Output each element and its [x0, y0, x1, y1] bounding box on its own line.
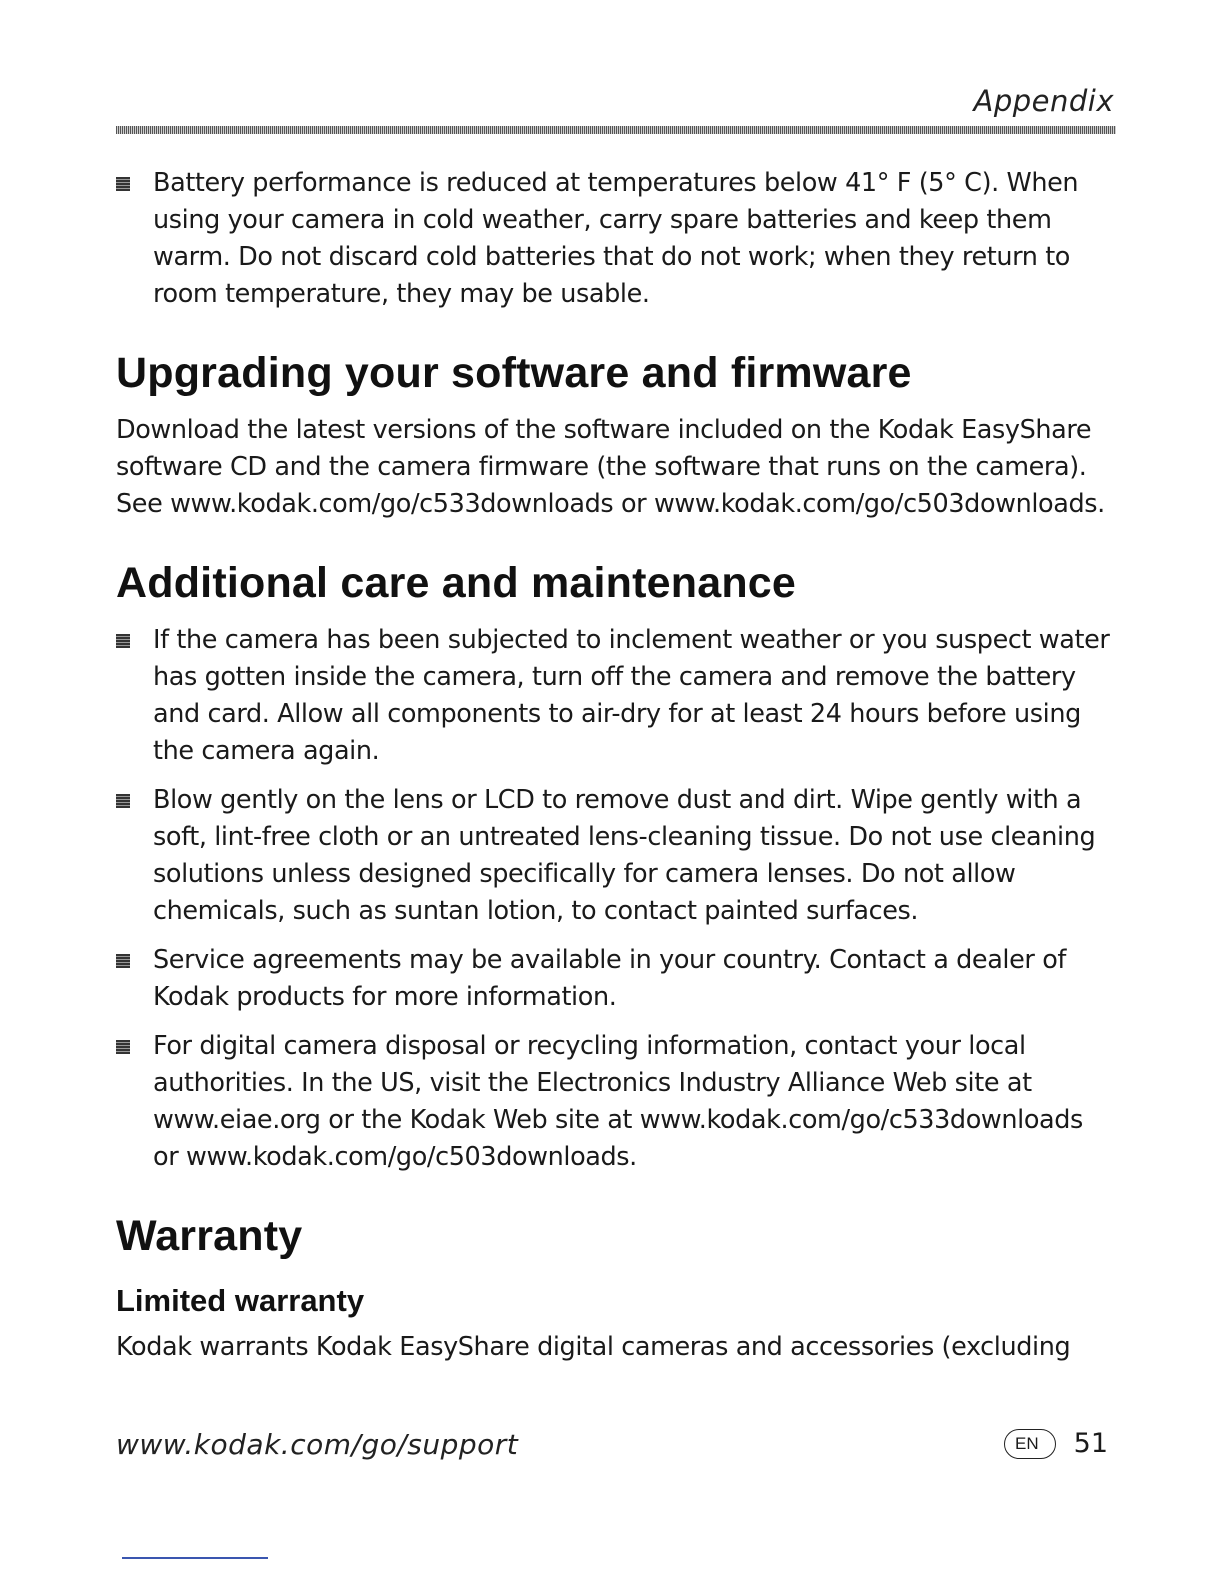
page-content: [116, 165, 1112, 1366]
bullet-icon: [116, 634, 130, 648]
list-item: [116, 165, 1112, 313]
bullet-icon: [116, 1040, 130, 1054]
list-item: [116, 1028, 1112, 1176]
list-item: [116, 782, 1112, 930]
footer-support-url: www.kodak.com/go/support: [116, 1428, 519, 1461]
battery-note: Battery performance is reduced at temperatures below 41° F (5° C). When using your camera in cold weather, carry spare batteries and keep them warm. Do not discard cold batteries that do not work; when they return to room temperature, they may be usable.: [153, 168, 1079, 309]
section-heading-care: Additional care and maintenance: [116, 559, 797, 607]
care-list: [116, 622, 1112, 1176]
bullet-icon: [116, 794, 130, 808]
section-heading-upgrading: Upgrading your software and firmware: [116, 349, 912, 397]
list-item: [116, 942, 1112, 1016]
battery-list: [116, 165, 1112, 313]
page-number: 51: [1073, 1428, 1108, 1459]
footer-right: [1004, 1428, 1108, 1459]
care-item-text: Service agreements may be available in your country. Contact a dealer of Kodak products for more information.: [153, 945, 1066, 1012]
header-rule: [116, 126, 1116, 134]
care-item-text: If the camera has been subjected to inclement weather or you suspect water has gotten inside the camera, turn off the camera and remove the battery and card. Allow all components to air-dry for at least 24 hours before using the camera again.: [153, 625, 1110, 766]
subheading-limited-warranty: Limited warranty: [116, 1283, 365, 1318]
list-item: [116, 622, 1112, 770]
bottom-rule: [122, 1557, 268, 1559]
care-item-text: For digital camera disposal or recycling information, contact your local authorities. In the US, visit the Electronics Industry Alliance Web site at www.eiae.org or the Kodak Web site at www.kodak.com/go/c533downloads or www.kodak.com/go/c503downloads.: [153, 1031, 1083, 1172]
section-heading-warranty: Warranty: [116, 1212, 303, 1260]
warranty-text: Kodak warrants Kodak EasyShare digital cameras and accessories (excluding: [116, 1332, 1071, 1362]
care-item-text: Blow gently on the lens or LCD to remove dust and dirt. Wipe gently with a soft, lint-free cloth or an untreated lens-cleaning tissue. Do not use cleaning solutions unless designed specifically for camera lenses. Do not allow chemicals, such as suntan lotion, to contact painted surfaces.: [153, 785, 1096, 926]
bullet-icon: [116, 177, 130, 191]
language-badge-icon: EN: [1004, 1429, 1056, 1459]
upgrading-text: Download the latest versions of the software included on the Kodak EasyShare software CD and the camera firmware (the software that runs on the camera). See www.kodak.com/go/c533downloads or www.kodak.com/go/c503downloads.: [116, 415, 1105, 519]
bullet-icon: [116, 954, 130, 968]
running-header: Appendix: [973, 84, 1114, 118]
